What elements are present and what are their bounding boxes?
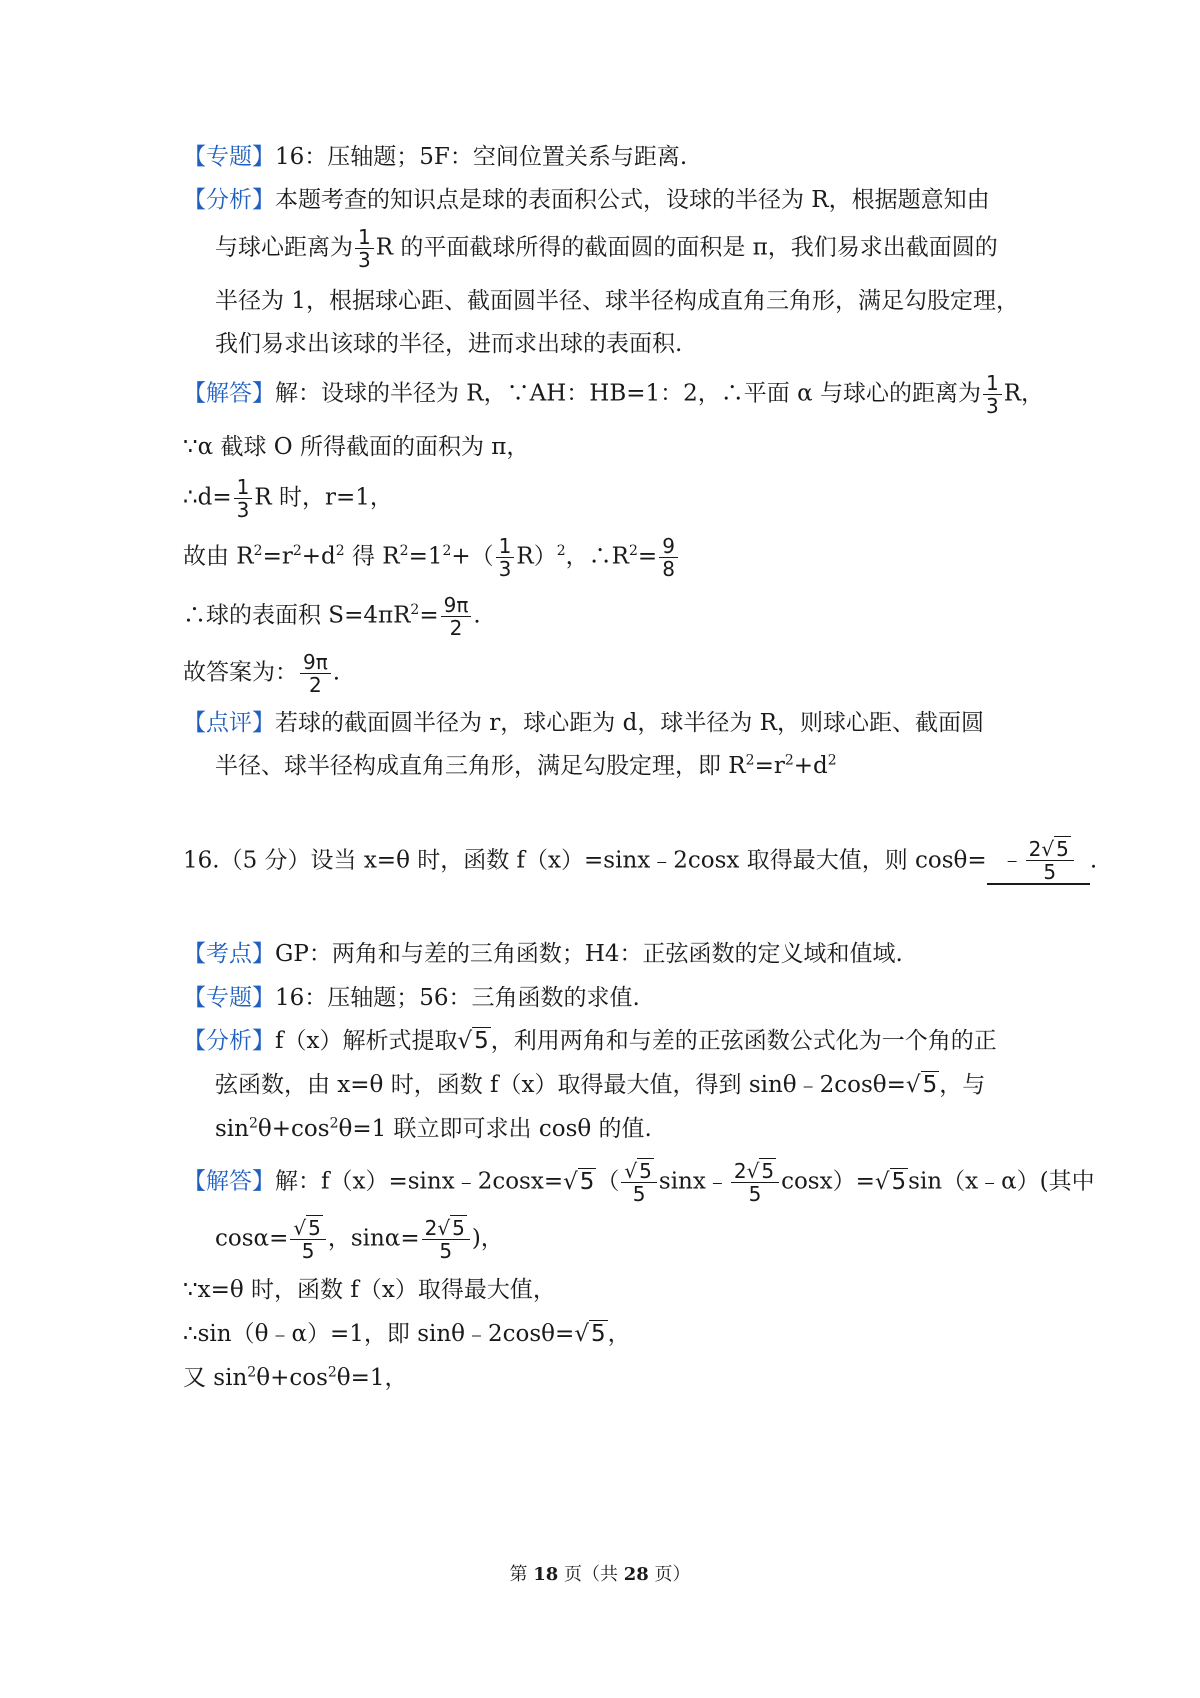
text: 5	[474, 1028, 489, 1054]
answer-blank	[987, 838, 1090, 885]
text: +d	[301, 543, 336, 570]
text: 页（共	[558, 1564, 624, 1585]
jieda-line-16-1	[183, 1159, 1095, 1206]
superscript: 2	[827, 752, 837, 769]
numerator	[290, 1217, 325, 1240]
text: θ+cos	[256, 1365, 328, 1391]
numerator	[731, 1160, 779, 1183]
text: =r	[262, 543, 293, 570]
fraction-nine-pi-over-two	[300, 651, 331, 696]
superscript: 2	[248, 1115, 258, 1132]
superscript: 2	[442, 542, 452, 559]
text: ∴球的表面积 S=4πR	[183, 602, 411, 629]
text: cosα=	[215, 1225, 289, 1252]
zhuanti-line-16	[183, 981, 1040, 1015]
text: 第	[509, 1564, 534, 1585]
superscript: 2	[292, 542, 302, 559]
fraction-one-third	[355, 226, 374, 271]
zhuanti-tag: 【专题】	[183, 985, 275, 1011]
numerator	[1026, 838, 1074, 861]
sqrt-symbol: √5	[563, 1168, 595, 1195]
text: 又 sin	[183, 1365, 248, 1391]
denominator: 3	[358, 248, 371, 272]
fraction-one-third	[234, 476, 253, 521]
text: ﹣	[1000, 846, 1024, 873]
numerator: 9π	[441, 594, 472, 617]
fenxi-line-3	[215, 284, 1040, 318]
fenxi-line-16-1	[183, 1024, 1040, 1058]
fenxi-text-4: 我们易求出该球的半径，进而求出球的表面积.	[215, 331, 683, 357]
text: ，∴R	[565, 543, 629, 570]
jieda-line-16-2	[215, 1217, 1040, 1262]
solution-16-line-3	[183, 1273, 1040, 1307]
text: θ+cos	[257, 1116, 330, 1142]
text: 5	[452, 1216, 465, 1240]
denominator: 5	[1043, 860, 1057, 884]
text: ，	[607, 1321, 631, 1347]
text: 5	[639, 1159, 652, 1183]
sqrt-symbol: √ 5	[437, 1216, 465, 1240]
denominator: 5	[748, 1182, 762, 1206]
text: sinx﹣	[658, 1168, 729, 1195]
text: ∵x=θ 时，函数 f（x）取得最大值，	[183, 1277, 556, 1303]
text: .	[1089, 847, 1098, 874]
sqrt-symbol: √ 5	[293, 1216, 321, 1240]
text: sin（x﹣α）(其中	[908, 1168, 1095, 1195]
text: )，	[471, 1225, 504, 1252]
denominator: 8	[662, 557, 675, 581]
fenxi-line-4	[215, 327, 1040, 361]
solution-line-2	[183, 430, 1040, 464]
zhuanti-text: 16：压轴题；56：三角函数的求值.	[275, 985, 640, 1011]
sqrt-symbol: √5	[457, 1028, 489, 1054]
kaodian-line	[183, 937, 1040, 971]
text: 5	[579, 1168, 595, 1195]
dianping-text-1: 若球的截面圆半径为 r，球心距为 d，球半径为 R，则球心距、截面圆	[275, 710, 984, 736]
text: 5	[891, 1168, 907, 1195]
numerator: 1	[496, 535, 515, 558]
superscript: 2	[327, 1364, 337, 1381]
sqrt-symbol: √ 5	[746, 1159, 775, 1183]
text: 2	[424, 1216, 438, 1240]
kaodian-text: GP：两角和与差的三角函数；H4：正弦函数的定义域和值域.	[275, 941, 903, 967]
solution-text-2: ∵α 截球 O 所得截面的面积为 π，	[183, 434, 530, 460]
sqrt-symbol: √5	[905, 1072, 938, 1098]
question-16-stem	[183, 837, 1098, 885]
zhuanti-line-15	[183, 140, 1040, 174]
text: .	[473, 602, 481, 629]
superscript: 2	[628, 542, 638, 559]
jieda-line-1	[183, 371, 1045, 418]
fraction-two-sqrt5-over-5	[1026, 838, 1074, 883]
fenxi-tag: 【分析】	[183, 187, 275, 213]
fenxi-line-16-2	[215, 1068, 1040, 1102]
zhuanti-text: 16：压轴题；5F：空间位置关系与距离.	[275, 144, 688, 170]
text: 5	[590, 1321, 606, 1347]
sqrt-symbol: √ 5	[624, 1159, 652, 1183]
text: R）	[516, 543, 557, 570]
superscript: 2	[253, 542, 263, 559]
text: 得 R	[344, 543, 400, 570]
text: f（x）解析式提取	[275, 1028, 458, 1054]
solution-line-4	[183, 535, 1040, 580]
numerator: 9π	[300, 651, 331, 674]
fraction-sqrt5-over-5	[621, 1160, 656, 1205]
superscript: 2	[247, 1364, 257, 1381]
jieda-tag: 【解答】	[183, 1168, 275, 1195]
text: 2	[733, 1159, 747, 1183]
page-footer	[0, 1560, 1200, 1586]
solution-text-3a: ∴d=	[183, 484, 232, 511]
text: 解：f（x）=sinx﹣2cosx=	[275, 1168, 564, 1195]
text: 故由 R	[183, 543, 254, 570]
text: 2	[1028, 837, 1042, 861]
denominator: 2	[309, 673, 322, 697]
text: =	[637, 543, 658, 570]
text: ，利用两角和与差的正弦函数公式化为一个角的正	[490, 1028, 997, 1054]
numerator	[621, 1160, 656, 1183]
fenxi-text-1: 本题考查的知识点是球的表面积公式，设球的半径为 R，根据题意知由	[275, 187, 990, 213]
text: cosx）=	[781, 1168, 875, 1195]
text: （	[596, 1168, 620, 1195]
numerator: 1	[355, 226, 374, 249]
sqrt-symbol: √ 5	[1041, 837, 1069, 861]
text: 半径、球半径构成直角三角形，满足勾股定理，即 R	[215, 753, 746, 779]
zhuanti-tag: 【专题】	[183, 144, 275, 170]
text: +（	[451, 543, 494, 570]
text: 弦函数，由 x=θ 时，函数 f（x）取得最大值，得到 sinθ﹣2cosθ=	[215, 1072, 906, 1098]
jieda-text-1-end: R，	[1003, 380, 1045, 407]
denominator: 3	[236, 498, 250, 522]
denominator: 5	[439, 1239, 453, 1263]
fenxi-line-16-3	[215, 1112, 1040, 1146]
text: θ=1 联立即可求出 cosθ 的值.	[338, 1116, 652, 1142]
fenxi-text-2a: 与球心距离为	[215, 234, 353, 261]
text: =	[419, 602, 439, 629]
dianping-tag: 【点评】	[183, 710, 275, 736]
fenxi-text-2b: R 的平面截球所得的截面圆的面积是 π，我们易求出截面圆的	[375, 234, 998, 261]
numerator: 1	[234, 476, 253, 499]
sqrt-symbol: √5	[874, 1168, 907, 1195]
question-16-text: 16.（5 分）设当 x=θ 时，函数 f（x）=sinx﹣2cosx 取得最大值，则 cosθ=	[183, 847, 987, 874]
solution-line-3	[183, 476, 1040, 521]
text: ∴sin（θ﹣α）=1，即 sinθ﹣2cosθ=	[183, 1321, 575, 1347]
superscript: 2	[745, 752, 755, 769]
text: +d	[793, 753, 828, 779]
text: .	[332, 659, 341, 686]
text: 5	[1056, 837, 1069, 861]
denominator: 5	[632, 1182, 646, 1206]
dianping-line-1	[183, 706, 1040, 740]
text: sin	[215, 1116, 249, 1142]
fraction-two-sqrt5-over-5	[422, 1217, 470, 1262]
fraction-one-third	[983, 372, 1002, 417]
fraction-one-third	[496, 535, 515, 580]
denominator: 3	[498, 557, 512, 581]
denominator: 3	[985, 394, 999, 418]
fraction-nine-eighths	[659, 535, 678, 580]
superscript: 2	[329, 1115, 339, 1132]
superscript: 2	[399, 542, 409, 559]
total-pages: 28	[623, 1564, 649, 1585]
jieda-tag: 【解答】	[183, 380, 275, 407]
solution-16-line-5	[183, 1361, 1040, 1395]
fenxi-line-2	[215, 226, 1040, 271]
text: ，与	[939, 1072, 986, 1098]
superscript: 2	[784, 752, 794, 769]
text: =r	[754, 753, 785, 779]
text: 页）	[648, 1564, 691, 1585]
superscript: 2	[335, 542, 345, 559]
text: =1	[408, 543, 443, 570]
numerator: 1	[983, 372, 1002, 395]
superscript: 2	[410, 601, 420, 618]
fraction-sqrt5-over-5	[290, 1217, 325, 1262]
text: 5	[308, 1216, 321, 1240]
denominator: 5	[301, 1239, 315, 1263]
text: 5	[761, 1159, 775, 1183]
fraction-nine-pi-over-two	[441, 594, 472, 639]
solution-16-line-4	[183, 1317, 1040, 1351]
kaodian-tag: 【考点】	[183, 941, 275, 967]
jieda-text-1: 解：设球的半径为 R，∵AH：HB=1：2，∴平面 α 与球心的距离为	[275, 380, 981, 407]
answer-line	[183, 651, 1040, 696]
text: 故答案为：	[183, 659, 298, 686]
numerator	[422, 1217, 470, 1240]
fenxi-tag: 【分析】	[183, 1028, 275, 1054]
superscript: 2	[556, 542, 566, 559]
page-number: 18	[533, 1564, 559, 1585]
fenxi-line-1	[183, 183, 1040, 217]
text: ，sinα=	[327, 1225, 420, 1252]
text: 5	[922, 1072, 938, 1098]
solution-text-3b: R 时，r=1，	[254, 484, 393, 511]
numerator: 9	[659, 535, 678, 558]
solution-line-5	[183, 594, 1040, 639]
text: θ=1，	[336, 1365, 408, 1391]
fenxi-text-3: 半径为 1，根据球心距、截面圆半径、球半径构成直角三角形，满足勾股定理，	[215, 288, 1019, 314]
denominator: 2	[449, 616, 463, 640]
fraction-two-sqrt5-over-5	[731, 1160, 779, 1205]
sqrt-symbol: √5	[574, 1321, 606, 1347]
dianping-line-2	[215, 749, 1040, 783]
